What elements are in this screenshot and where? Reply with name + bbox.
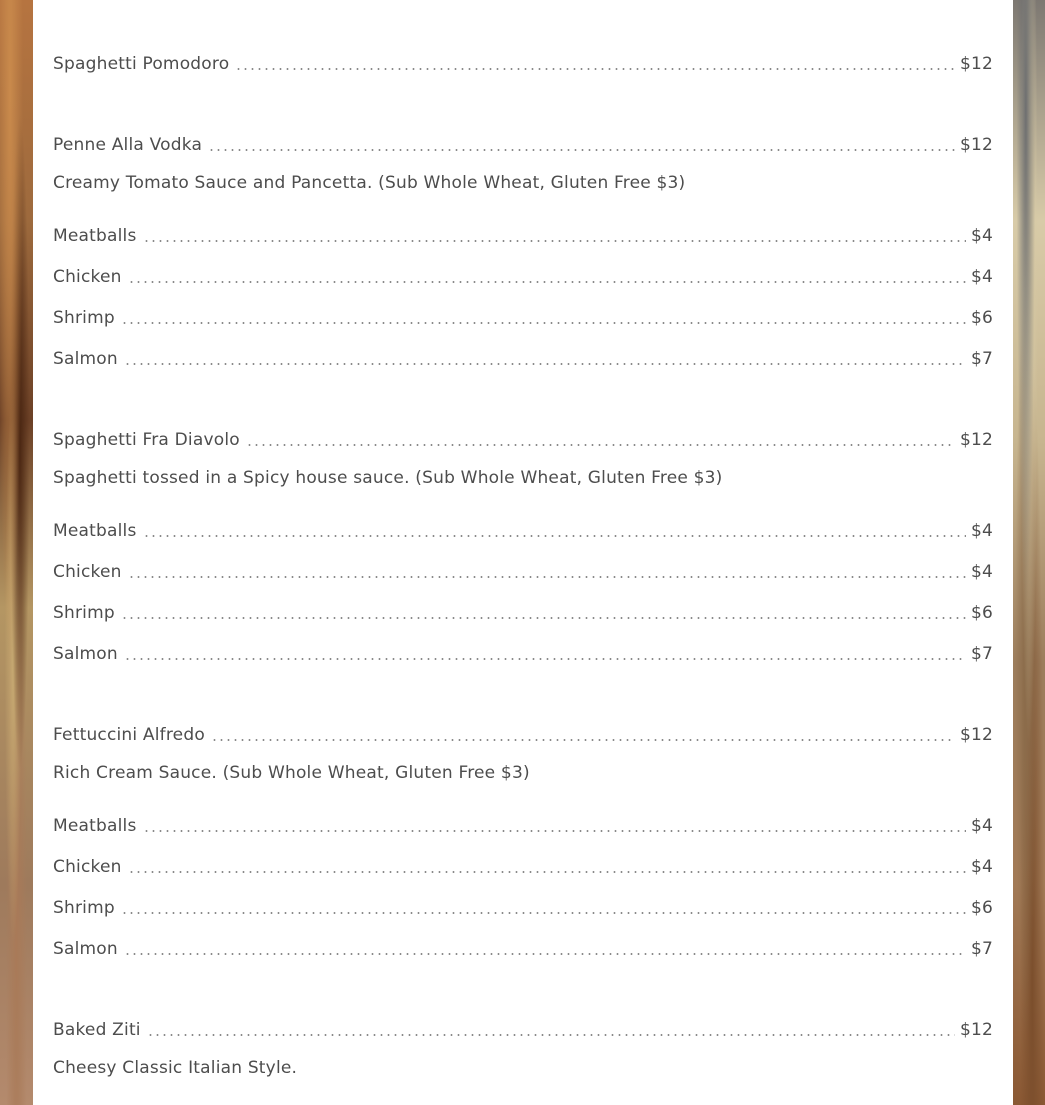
addon-item-shrimp	[53, 305, 993, 331]
dot-leader	[121, 615, 966, 621]
dot-leader	[246, 442, 955, 448]
addon-item-meatballs	[53, 518, 993, 544]
dot-leader	[124, 951, 966, 957]
dot-leader	[128, 279, 966, 285]
dish-description: Creamy Tomato Sauce and Pancetta. (Sub Whole Wheat, Gluten Free $3)	[53, 173, 686, 193]
addon-item-chicken	[53, 854, 993, 880]
addon-item-meatballs	[53, 223, 993, 249]
dot-leader	[128, 574, 966, 580]
dish-name: Penne Alla Vodka	[53, 135, 203, 155]
dish-price: $12	[959, 430, 993, 450]
dish-name: Spaghetti Fra Diavolo	[53, 430, 240, 450]
addon-name: Salmon	[53, 644, 118, 664]
addon-price: $4	[970, 226, 993, 246]
addon-name: Salmon	[53, 349, 118, 369]
dot-leader	[124, 656, 966, 662]
addon-item-shrimp	[53, 895, 993, 921]
dish-price: $12	[959, 1020, 993, 1040]
dish-price: $12	[959, 135, 993, 155]
addon-name: Shrimp	[53, 603, 115, 623]
addon-price: $7	[970, 939, 993, 959]
addon-item-chicken	[53, 264, 993, 290]
addon-price: $6	[970, 898, 993, 918]
dot-leader	[143, 533, 966, 539]
dish-description: Cheesy Classic Italian Style.	[53, 1058, 298, 1078]
dish-description: Rich Cream Sauce. (Sub Whole Wheat, Gluten Free $3)	[53, 763, 530, 783]
addon-name: Chicken	[53, 267, 122, 287]
dish-price: $12	[959, 725, 993, 745]
addon-price: $6	[970, 603, 993, 623]
addon-price: $4	[970, 521, 993, 541]
dish-name: Fettuccini Alfredo	[53, 725, 205, 745]
addon-price: $7	[970, 349, 993, 369]
addon-price: $4	[970, 562, 993, 582]
menu-item-fettuccini-alfredo	[53, 722, 993, 748]
dot-leader	[143, 828, 966, 834]
addon-name: Shrimp	[53, 308, 115, 328]
dot-leader	[143, 238, 966, 244]
addon-price: $7	[970, 644, 993, 664]
addon-name: Shrimp	[53, 898, 115, 918]
dish-name: Spaghetti Pomodoro	[53, 54, 230, 74]
menu-item-spaghetti-fra-diavolo	[53, 427, 993, 453]
menu-panel	[33, 0, 1013, 1105]
dish-description: Spaghetti tossed in a Spicy house sauce. (Sub Whole Wheat, Gluten Free $3)	[53, 468, 723, 488]
addon-name: Chicken	[53, 562, 122, 582]
addon-name: Meatballs	[53, 226, 137, 246]
background-photo-right	[1013, 0, 1045, 1105]
dot-leader	[121, 320, 966, 326]
dot-leader	[128, 869, 966, 875]
addon-item-salmon	[53, 346, 993, 372]
addon-price: $4	[970, 857, 993, 877]
addon-item-shrimp	[53, 600, 993, 626]
dot-leader	[124, 361, 966, 367]
addon-price: $4	[970, 267, 993, 287]
addon-name: Meatballs	[53, 521, 137, 541]
addon-price: $6	[970, 308, 993, 328]
dish-price: $12	[959, 54, 993, 74]
dot-leader	[147, 1032, 955, 1038]
dot-leader	[121, 910, 966, 916]
addon-price: $4	[970, 816, 993, 836]
addon-item-meatballs	[53, 813, 993, 839]
addon-name: Chicken	[53, 857, 122, 877]
addon-name: Salmon	[53, 939, 118, 959]
dish-name: Baked Ziti	[53, 1020, 141, 1040]
dot-leader	[211, 737, 955, 743]
addon-item-salmon	[53, 936, 993, 962]
addon-name: Meatballs	[53, 816, 137, 836]
menu-item-baked-ziti	[53, 1017, 993, 1043]
menu-item-penne-alla-vodka	[53, 132, 993, 158]
addon-item-salmon	[53, 641, 993, 667]
background-photo-left	[0, 0, 33, 1105]
addon-item-chicken	[53, 559, 993, 585]
menu-item-spaghetti-pomodoro	[53, 51, 993, 77]
dot-leader	[208, 147, 955, 153]
dot-leader	[235, 66, 955, 72]
